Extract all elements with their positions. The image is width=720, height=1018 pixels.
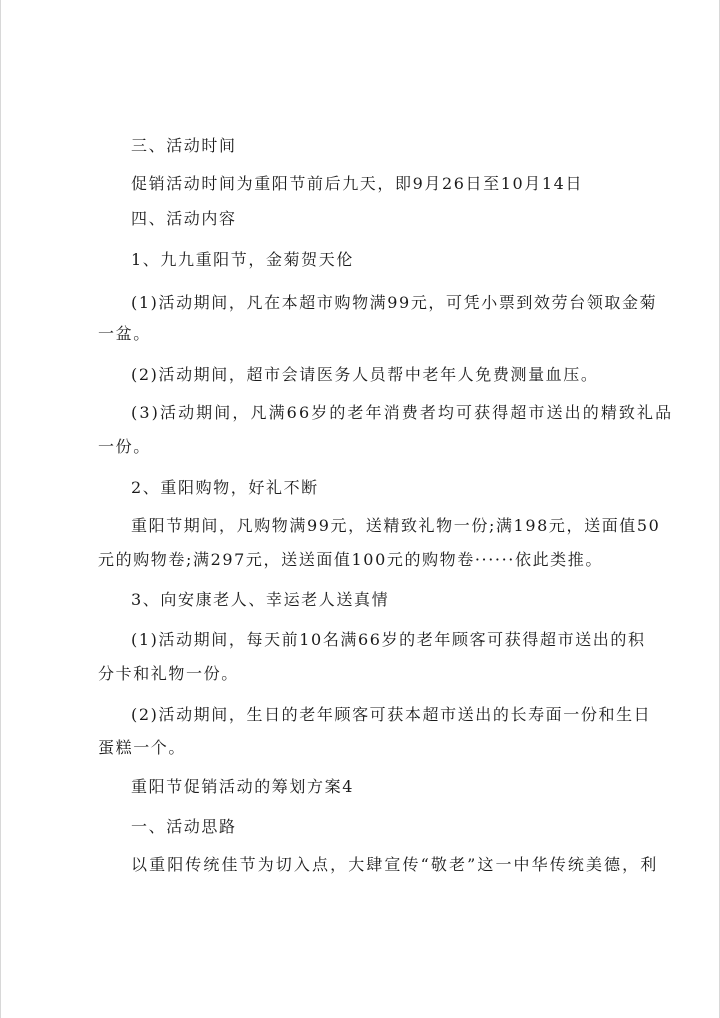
paragraph-activity-time: 促销活动时间为重阳节前后九天，即9月26日至10月14日 <box>131 174 584 193</box>
section-heading-activity-content: 四、活动内容 <box>131 209 237 228</box>
heading-plan-4: 重阳节促销活动的筹划方案4 <box>131 777 354 796</box>
paragraph-item-3-2: (2)活动期间，生日的老年顾客可获本超市送出的长寿面一份和生日 <box>131 705 652 724</box>
paragraph-item-3-1-continued: 分卡和礼物一份。 <box>98 664 239 683</box>
subheading-item-2: 2、重阳购物，好礼不断 <box>131 478 319 497</box>
paragraph-item-1-3: (3)活动期间，凡满66岁的老年消费者均可获得超市送出的精致礼品 <box>131 403 674 422</box>
paragraph-item-2-continued: 元的购物卷;满297元，送送面值100元的购物卷······依此类推。 <box>98 550 603 569</box>
subheading-item-1: 1、九九重阳节，金菊贺天伦 <box>131 250 354 269</box>
paragraph-item-1-2: (2)活动期间，超市会请医务人员帮中老年人免费测量血压。 <box>131 365 599 384</box>
section-heading-activity-time: 三、活动时间 <box>131 136 237 155</box>
paragraph-item-3-2-continued: 蛋糕一个。 <box>98 738 187 757</box>
paragraph-item-1-1-continued: 一盆。 <box>98 324 151 343</box>
paragraph-item-2: 重阳节期间，凡购物满99元，送精致礼物一份;满198元，送面值50 <box>131 516 661 535</box>
paragraph-item-1-1: (1)活动期间，凡在本超市购物满99元，可凭小票到效劳台领取金菊 <box>131 293 658 312</box>
paragraph-item-1-3-continued: 一份。 <box>98 437 151 456</box>
subheading-item-3: 3、向安康老人、幸运老人送真情 <box>131 590 390 609</box>
paragraph-item-3-1: (1)活动期间，每天前10名满66岁的老年顾客可获得超市送出的积 <box>131 630 646 649</box>
paragraph-activity-idea: 以重阳传统佳节为切入点，大肆宣传“敬老”这一中华传统美德，利 <box>131 855 659 874</box>
section-heading-activity-idea: 一、活动思路 <box>131 817 237 836</box>
